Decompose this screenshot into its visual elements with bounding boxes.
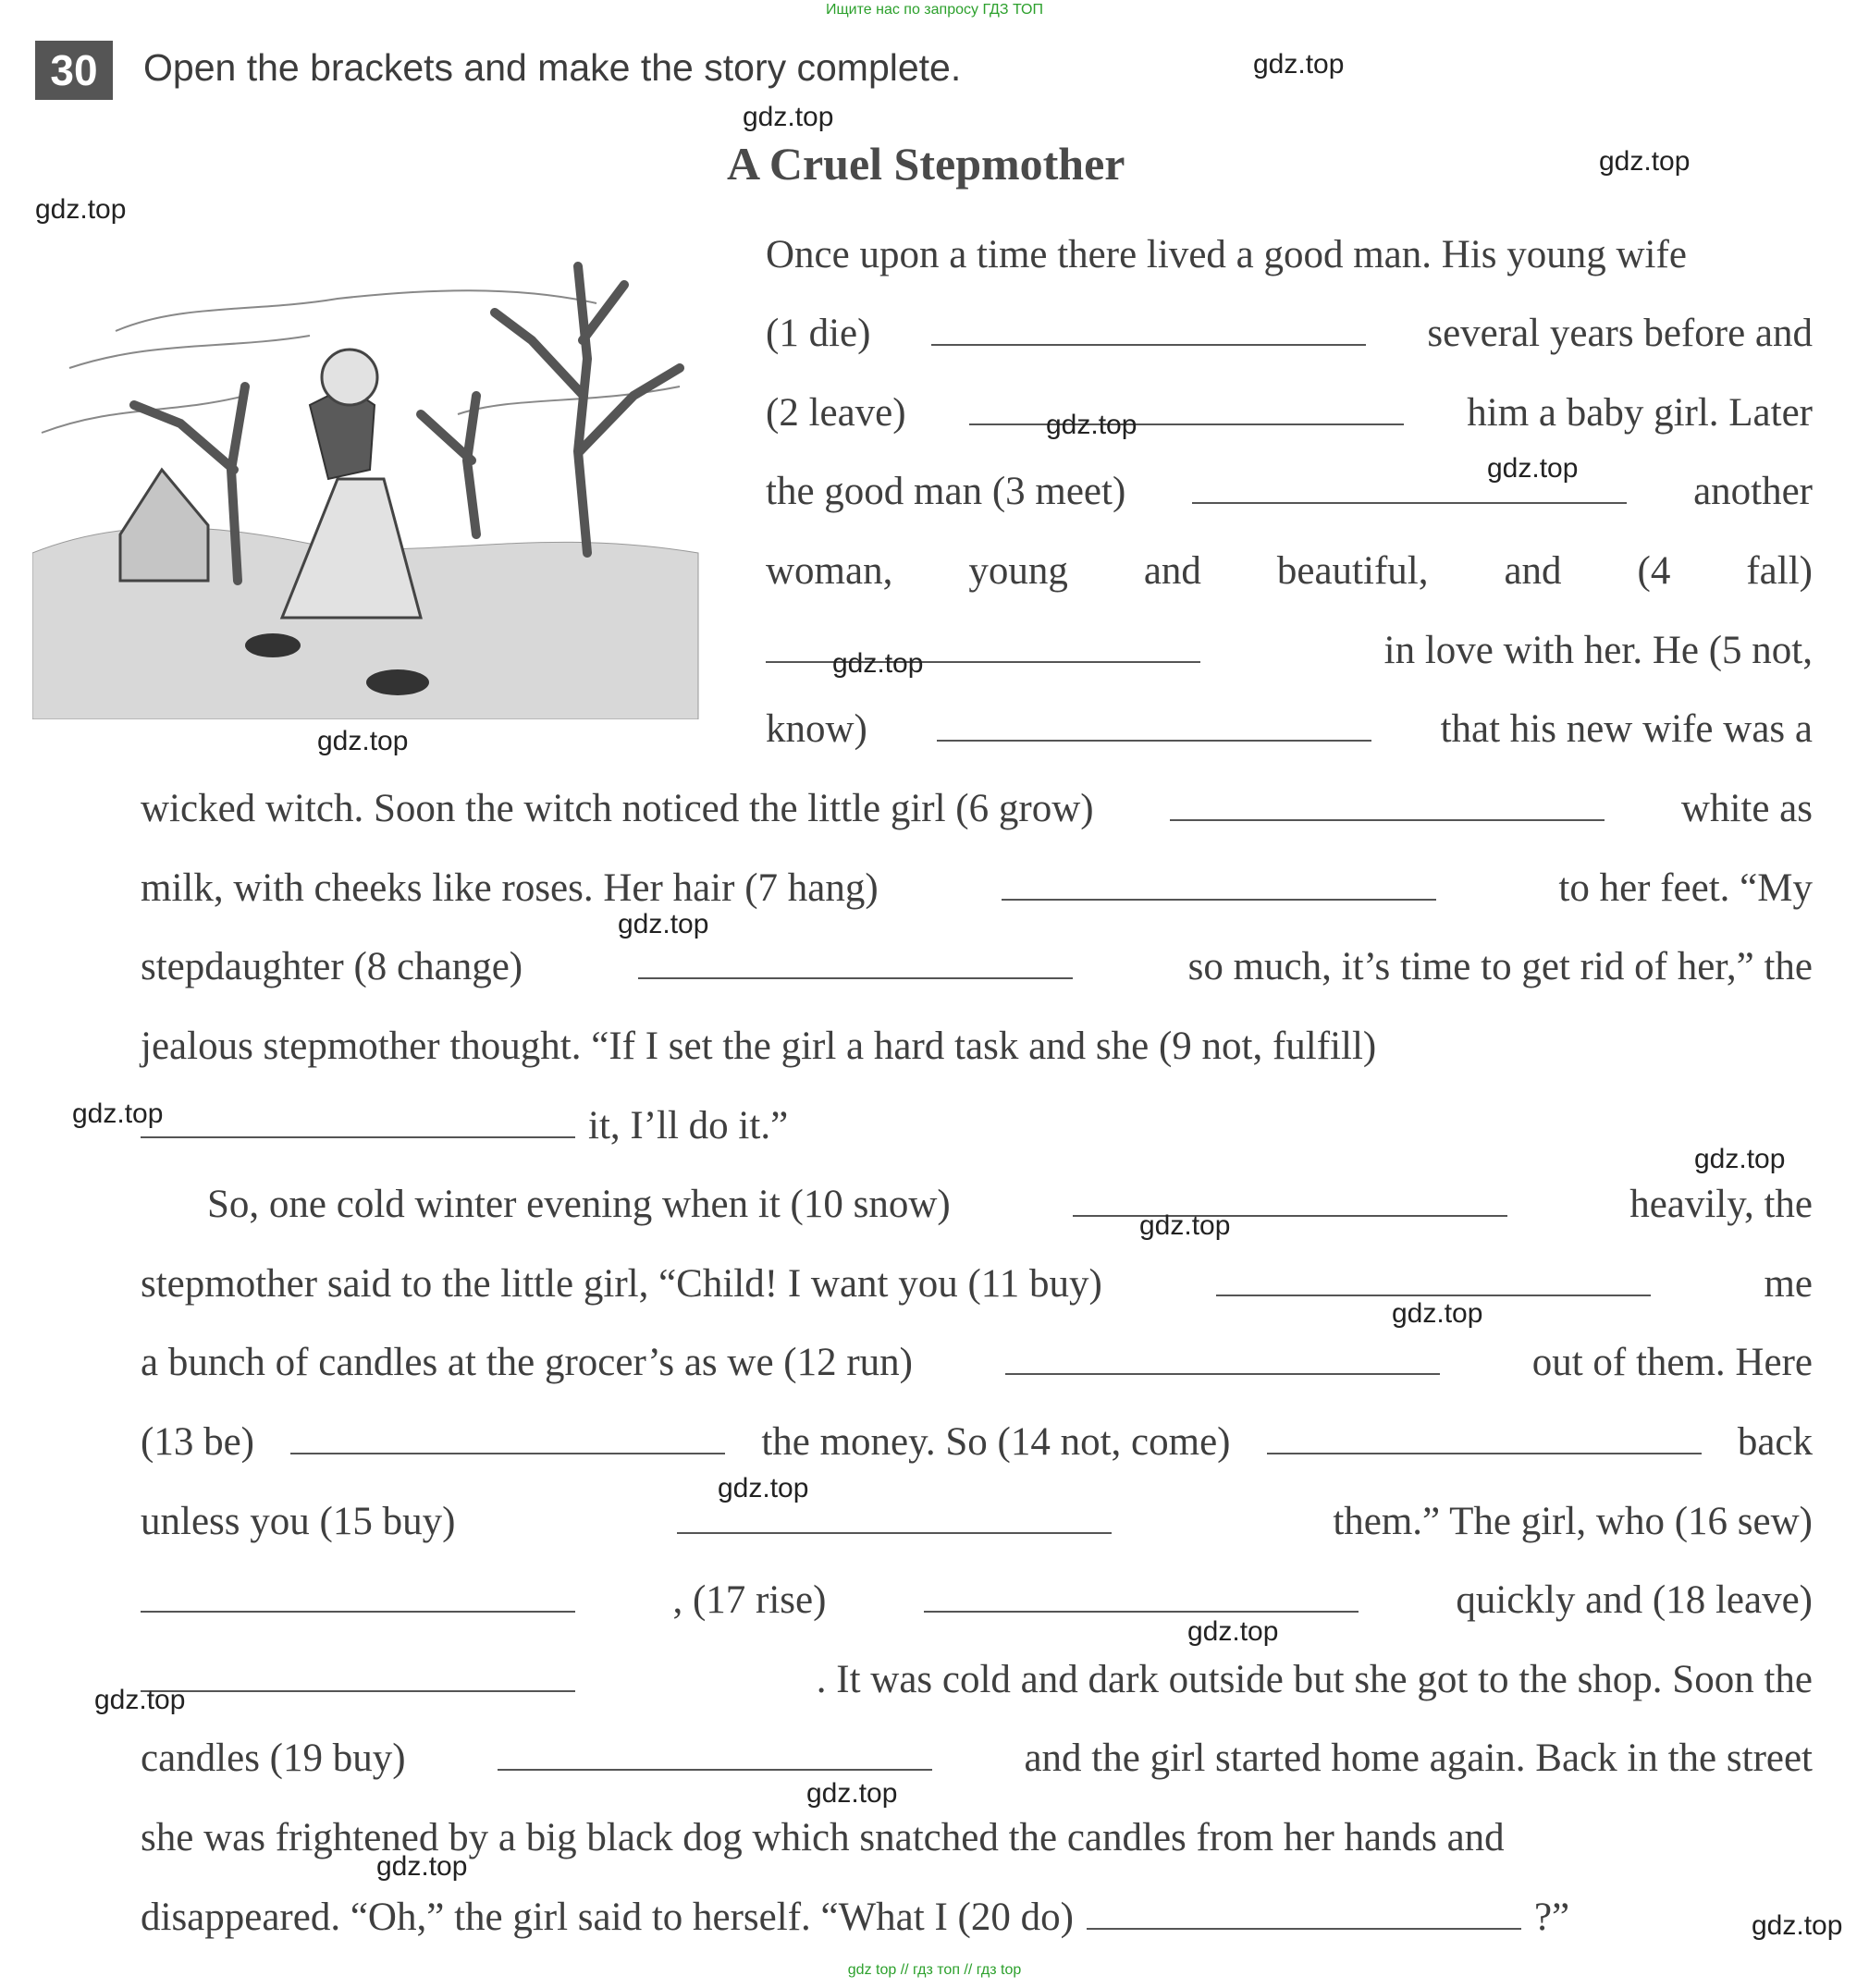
- story-text: quickly and (18 leave): [1456, 1578, 1813, 1622]
- story-text: so much, it’s time to get rid of her,” the: [1187, 945, 1813, 988]
- answer-blank-20[interactable]: [1087, 1928, 1521, 1930]
- story-text: know): [766, 707, 867, 751]
- story-line-2: [766, 306, 1813, 362]
- story-text: , (17 rise): [672, 1578, 827, 1622]
- header-banner[interactable]: Ищите нас по запросу ГДЗ ТОП: [826, 2, 1043, 18]
- watermark-text: gdz.top: [1139, 1210, 1231, 1241]
- story-line-22: [141, 1890, 1813, 1945]
- answer-blank-13[interactable]: [290, 1453, 725, 1454]
- watermark-text: gdz.top: [832, 648, 924, 679]
- story-text: ?”: [1533, 1896, 1570, 1939]
- story-line-20: [141, 1731, 1813, 1786]
- answer-blank-4[interactable]: [766, 661, 1200, 663]
- answer-blank-16[interactable]: [141, 1611, 575, 1613]
- girl-in-storm-illustration: [32, 248, 703, 719]
- story-text: back: [1737, 1420, 1813, 1464]
- story-text: (1 die): [766, 312, 871, 355]
- answer-blank-17[interactable]: [924, 1611, 1359, 1613]
- story-line-12: [141, 1098, 1813, 1154]
- story-text: out of them. Here: [1531, 1341, 1813, 1384]
- story-text: the money. So (14 not, come): [761, 1420, 1231, 1464]
- story-line-15: [141, 1335, 1813, 1391]
- story-text: heavily, the: [1629, 1183, 1813, 1226]
- story-word: and: [1504, 549, 1562, 593]
- watermark-text: gdz.top: [806, 1778, 898, 1809]
- story-line-4: [766, 464, 1813, 520]
- story-line-16: [141, 1415, 1813, 1470]
- story-line-13: [141, 1177, 1813, 1233]
- story-word: and: [1143, 549, 1201, 593]
- story-line-1: [766, 227, 1813, 283]
- story-text: Once upon a time there lived a good man. His young wife: [766, 233, 1687, 276]
- story-text: him a baby girl. Later: [1467, 391, 1813, 435]
- footer-banner[interactable]: gdz top // гдз топ // гдз top: [847, 1962, 1022, 1978]
- answer-blank-8[interactable]: [638, 977, 1073, 979]
- watermark-text: gdz.top: [1187, 1616, 1279, 1647]
- watermark-text: gdz.top: [1752, 1910, 1843, 1941]
- story-title: A Cruel Stepmother: [727, 138, 1125, 190]
- watermark-text: gdz.top: [35, 194, 127, 225]
- answer-blank-6[interactable]: [1170, 819, 1605, 821]
- story-text: unless you (15 buy): [141, 1500, 456, 1543]
- answer-blank-18[interactable]: [141, 1690, 575, 1692]
- story-line-7: [766, 702, 1813, 757]
- answer-blank-11[interactable]: [1216, 1295, 1651, 1296]
- story-word: woman,: [766, 549, 893, 593]
- story-text: in love with her. He (5 not,: [1383, 629, 1813, 672]
- watermark-text: gdz.top: [94, 1685, 186, 1715]
- answer-blank-7[interactable]: [1002, 899, 1436, 901]
- story-text: jealous stepmother thought. “If I set the girl a hard task and she (9 not, fulfill): [141, 1025, 1377, 1068]
- exercise-number: 30: [35, 41, 113, 100]
- watermark-text: gdz.top: [1046, 410, 1137, 440]
- watermark-text: gdz.top: [1392, 1298, 1483, 1329]
- story-line-3: [766, 386, 1813, 441]
- story-line-19: [141, 1652, 1813, 1708]
- watermark-text: gdz.top: [718, 1473, 809, 1503]
- answer-blank-15[interactable]: [677, 1532, 1112, 1534]
- story-line-5: [766, 544, 1813, 599]
- story-text: to her feet. “My: [1558, 866, 1813, 910]
- story-text: (13 be): [141, 1420, 254, 1464]
- answer-blank-14[interactable]: [1267, 1453, 1702, 1454]
- story-text: me: [1764, 1262, 1813, 1306]
- watermark-text: gdz.top: [376, 1851, 468, 1882]
- story-text: stepdaughter (8 change): [141, 945, 523, 988]
- story-line-14: [141, 1257, 1813, 1312]
- story-line-9: [141, 861, 1813, 916]
- story-line-18: [141, 1573, 1813, 1628]
- story-text: and the girl started home again. Back in the street: [1024, 1736, 1813, 1780]
- story-text: So, one cold winter evening when it (10 snow): [207, 1183, 951, 1226]
- story-line-17: [141, 1494, 1813, 1550]
- watermark-text: gdz.top: [1599, 146, 1691, 177]
- answer-blank-19[interactable]: [498, 1769, 932, 1771]
- answer-blank-9[interactable]: [141, 1136, 575, 1138]
- story-text: candles (19 buy): [141, 1736, 406, 1780]
- watermark-text: gdz.top: [1487, 453, 1579, 484]
- watermark-text: gdz.top: [618, 909, 709, 939]
- story-text: she was frightened by a big black dog which snatched the candles from her hands and: [141, 1816, 1505, 1859]
- story-text: white as: [1680, 787, 1813, 830]
- story-text: several years before and: [1427, 312, 1813, 355]
- story-line-11: [141, 1019, 1813, 1074]
- watermark-text: gdz.top: [1253, 49, 1345, 80]
- answer-blank-5[interactable]: [937, 740, 1371, 742]
- story-word: beautiful,: [1276, 549, 1429, 593]
- story-text: wicked witch. Soon the witch noticed the little girl (6 grow): [141, 787, 1094, 830]
- watermark-text: gdz.top: [72, 1098, 164, 1129]
- story-word: (4: [1637, 549, 1671, 593]
- story-text: a bunch of candles at the grocer’s as we (12 run): [141, 1341, 913, 1384]
- story-text: (2 leave): [766, 391, 906, 435]
- story-word: fall): [1746, 549, 1813, 593]
- story-text: another: [1693, 470, 1813, 513]
- story-text: disappeared. “Oh,” the girl said to herself. “What I (20 do): [141, 1896, 1074, 1939]
- story-text: milk, with cheeks like roses. Her hair (7 hang): [141, 866, 879, 910]
- watermark-text: gdz.top: [743, 102, 834, 132]
- story-text: . It was cold and dark outside but she got to the shop. Soon the: [816, 1658, 1813, 1701]
- answer-blank-10[interactable]: [1073, 1215, 1507, 1217]
- story-word: young: [968, 549, 1068, 593]
- answer-blank-1[interactable]: [931, 344, 1366, 346]
- story-text: them.” The girl, who (16 sew): [1333, 1500, 1813, 1543]
- story-text: stepmother said to the little girl, “Child! I want you (11 buy): [141, 1262, 1102, 1306]
- story-text: that his new wife was a: [1440, 707, 1813, 751]
- watermark-text: gdz.top: [1694, 1144, 1786, 1174]
- watermark-text: gdz.top: [317, 726, 409, 756]
- answer-blank-3[interactable]: [1192, 502, 1627, 504]
- story-text: it, I’ll do it.”: [588, 1104, 789, 1147]
- story-text: the good man (3 meet): [766, 470, 1126, 513]
- story-line-8: [141, 781, 1813, 837]
- answer-blank-2[interactable]: [969, 423, 1404, 425]
- exercise-instruction: Open the brackets and make the story complete.: [143, 46, 962, 89]
- answer-blank-12[interactable]: [1005, 1373, 1440, 1375]
- story-line-10: [141, 939, 1813, 995]
